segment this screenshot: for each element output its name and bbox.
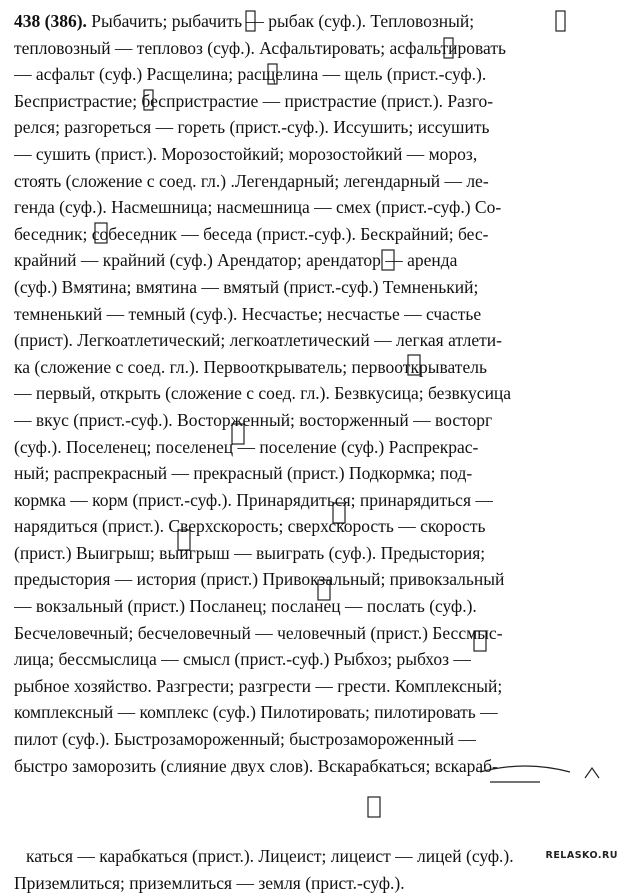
text-line: Приземлиться; приземлиться — земля (прист.-суф.).: [14, 872, 405, 893]
annotation-gap: [14, 779, 614, 843]
text-line: Беспристрастие; беспристрастие — пристрастие (прист.). Разго-: [14, 90, 494, 111]
text-line: — вокзальный (прист.) Посланец; посланец — послать (суф.).: [14, 596, 477, 617]
text-line: быстро заморозить (слияние двух слов). Вскарабкаться; вскараб-: [14, 755, 498, 776]
text-line: комплексный — комплекс (суф.) Пилотировать; пилотировать —: [14, 702, 498, 723]
text-line: тепловозный — тепловоз (суф.). Асфальтировать; асфальтировать: [14, 37, 506, 58]
text-line: крайний — крайний (суф.) Арендатор; арендатор — аренда: [14, 250, 458, 271]
site-watermark: RELASKO.RU: [545, 850, 618, 861]
text-line: лица; бессмыслица — смысл (прист.-суф.) Рыбхоз; рыбхоз —: [14, 649, 471, 670]
text-line: стоять (сложение с соед. гл.) .Легендарный; легендарный — ле-: [14, 170, 489, 191]
text-line: ный; распрекрасный — прекрасный (прист.) Подкормка; под-: [14, 463, 473, 484]
text-line: — сушить (прист.). Морозостойкий; морозостойкий — мороз,: [14, 143, 478, 164]
text-line: (прист.) Выигрыш; выигрыш — выиграть (суф.). Предыстория;: [14, 542, 486, 563]
text-line: генда (суф.). Насмешница; насмешница — смех (прист.-суф.) Со-: [14, 197, 502, 218]
exercise-number: 438 (386).: [14, 11, 87, 31]
line-text: Рыбачить; рыбачить — рыбак (суф.). Тепловозный;: [91, 11, 475, 31]
exercise-text: [14, 8, 614, 896]
text-line: беседник; собеседник — беседа (прист.-суф.). Бескрайний; бес-: [14, 223, 489, 244]
text-line: нарядиться (прист.). Сверхскорость; сверхскорость — скорость: [14, 516, 486, 537]
text-line: предыстория — история (прист.) Привокзальный; привокзальный: [14, 569, 505, 590]
text-line: ка (сложение с соед. гл.). Первооткрыватель; первооткрыватель: [14, 356, 487, 377]
text-line: [14, 8, 614, 35]
text-line: темненький — темный (суф.). Несчастье; несчастье — счастье: [14, 303, 482, 324]
text-line: кормка — корм (прист.-суф.). Принарядиться; принарядиться —: [14, 489, 493, 510]
text-line: каться — карабкаться (прист.). Лицеист; лицеист — лицей (суф.).: [26, 846, 514, 867]
text-line: Бесчеловечный; бесчеловечный — человечный (прист.) Бессмыс-: [14, 622, 503, 643]
text-line: рыбное хозяйство. Разгрести; разгрести — грести. Комплексный;: [14, 675, 503, 696]
text-line: релся; разгореться — гореть (прист.-суф.). Иссушить; иссушить: [14, 117, 490, 138]
text-line: — первый, открыть (сложение с соед. гл.). Безвкусица; безвкусица: [14, 383, 512, 404]
text-line: — вкус (прист.-суф.). Восторженный; восторженный — восторг: [14, 409, 493, 430]
text-line: пилот (суф.). Быстрозамороженный; быстрозамороженный —: [14, 729, 476, 750]
text-line: (суф.) Вмятина; вмятина — вмятый (прист.-суф.) Темненький;: [14, 276, 479, 297]
text-line: (суф.). Поселенец; поселенец — поселение (суф.) Распрекрас-: [14, 436, 479, 457]
text-line: — асфальт (суф.) Расщелина; расщелина — щель (прист.-суф.).: [14, 64, 487, 85]
text-line: (прист). Легкоатлетический; легкоатлетический — легкая атлети-: [14, 330, 502, 351]
